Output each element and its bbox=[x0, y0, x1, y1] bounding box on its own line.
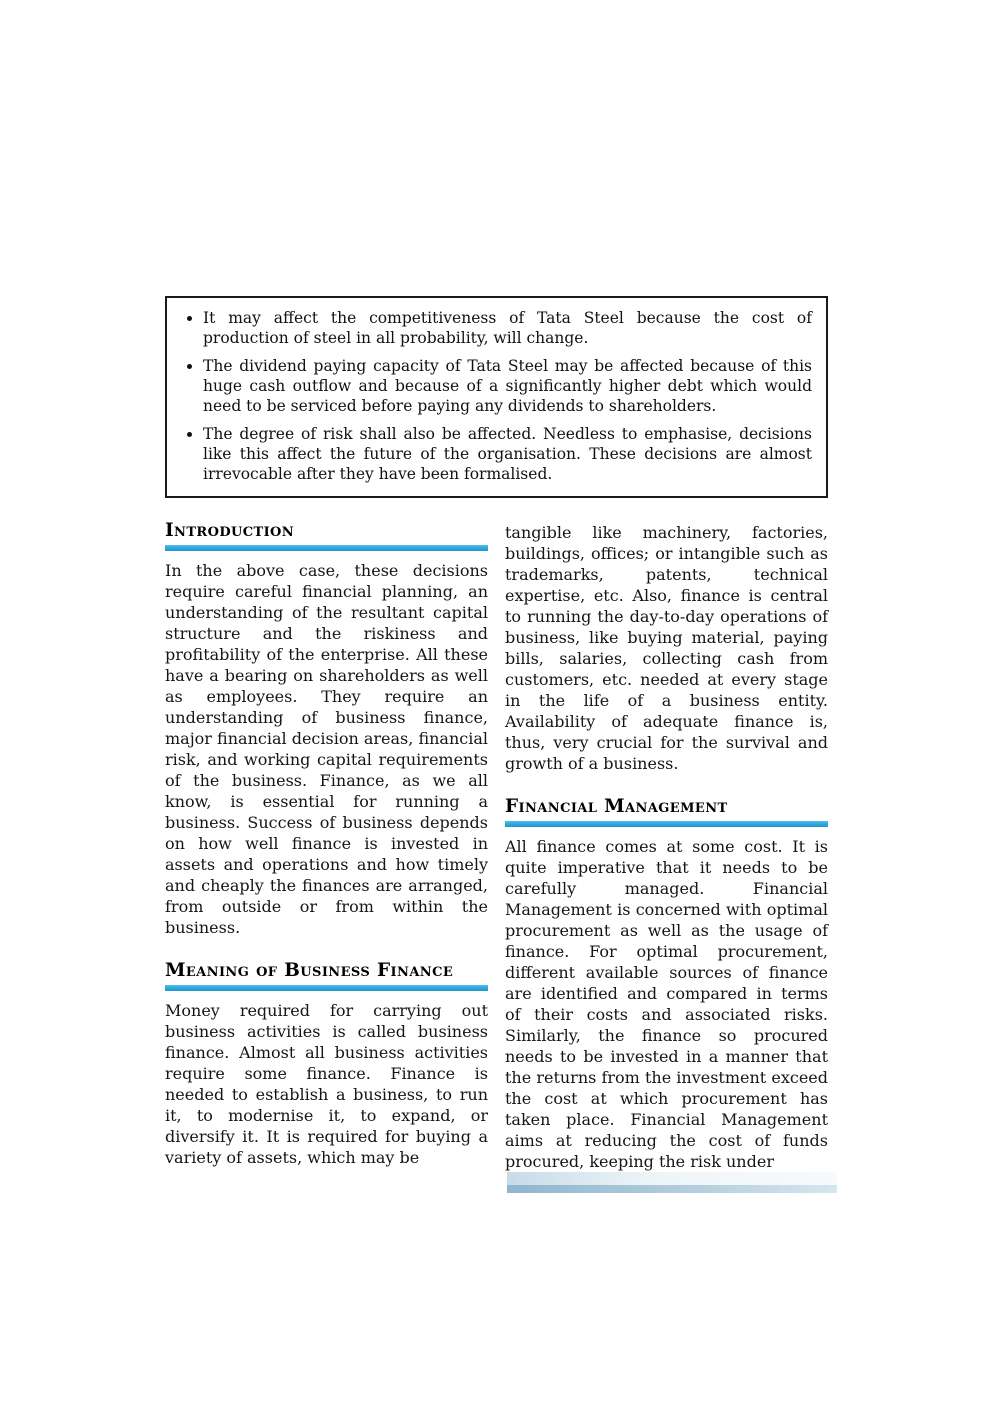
section-continuation bbox=[505, 522, 828, 774]
section-heading-meaning-of-business-finance: Meaning of Business Finance bbox=[165, 960, 454, 981]
section-meaning-of-business-finance bbox=[165, 960, 488, 1168]
paragraph-financial-management: All finance comes at some cost. It is quite imperative that it needs to be carefully managed. Financial Management is concerned with optimal procurement as well as the usage of finance. For optimal procurement, different available sources of finance are identified and compared in terms of their costs and associated risks. Similarly, the finance so procured needs to be invested in a manner that the returns from the investment exceed the cost at which procurement has taken place. Financial Management aims at reducing the cost of funds procured, keeping the risk under bbox=[505, 837, 828, 1171]
section-heading-introduction: Introduction bbox=[165, 520, 295, 541]
heading-underline bbox=[505, 821, 828, 827]
summary-bullet-list bbox=[177, 308, 812, 484]
section-heading-financial-management: Financial Management bbox=[505, 796, 728, 817]
page-content bbox=[165, 296, 828, 1172]
footer-decoration-band-bottom bbox=[507, 1185, 837, 1193]
bullet-item: • It may affect the competitiveness of Tata Steel because the cost of production of steel in all probability, will change. bbox=[203, 308, 812, 348]
section-financial-management bbox=[505, 796, 828, 1172]
section-introduction bbox=[165, 520, 488, 938]
footer-decoration-band-top bbox=[507, 1172, 837, 1185]
paragraph-continuation: tangible like machinery, factories, buildings, offices; or intangible such as trademarks, patents, technical expertise, etc. Also, finance is central to running the day-to-day operations of business, like buying material, paying bills, salaries, collecting cash from customers, etc. needed at every stage in the life of a business entity. Availability of adequate finance is, thus, very crucial for the survival and growth of a business. bbox=[505, 523, 828, 773]
heading-underline bbox=[165, 985, 488, 991]
footer-decoration bbox=[507, 1172, 837, 1194]
paragraph-meaning-of-business-finance: Money required for carrying out business activities is called business finance. Almost all business activities require some finance. Finance is needed to establish a business, to run it, to modernise it, to expand, or diversify it. It is required for buying a variety of assets, which may be bbox=[165, 1001, 488, 1167]
two-column-layout bbox=[165, 520, 828, 1172]
paragraph-introduction: In the above case, these decisions require careful financial planning, an understanding of the resultant capital structure and the riskiness and profitability of the enterprise. All these have a bearing on shareholders as well as employees. They require an understanding of business finance, major financial decision areas, financial risk, and working capital requirements of the business. Finance, as we all know, is essential for running a business. Success of business depends on how well finance is invested in assets and operations and how timely and cheaply the finances are arranged, from outside or from within the business. bbox=[165, 561, 488, 937]
column-right bbox=[505, 520, 828, 1172]
summary-box bbox=[165, 296, 828, 498]
bullet-item: • The degree of risk shall also be affected. Needless to emphasise, decisions like this affect the future of the organisation. These decisions are almost irrevocable after they have been formalised. bbox=[203, 424, 812, 484]
column-left bbox=[165, 520, 488, 1172]
heading-underline bbox=[165, 545, 488, 551]
bullet-item: • The dividend paying capacity of Tata Steel may be affected because of this huge cash outflow and because of a significantly higher debt which would need to be serviced before paying any dividends to shareholders. bbox=[203, 356, 812, 416]
